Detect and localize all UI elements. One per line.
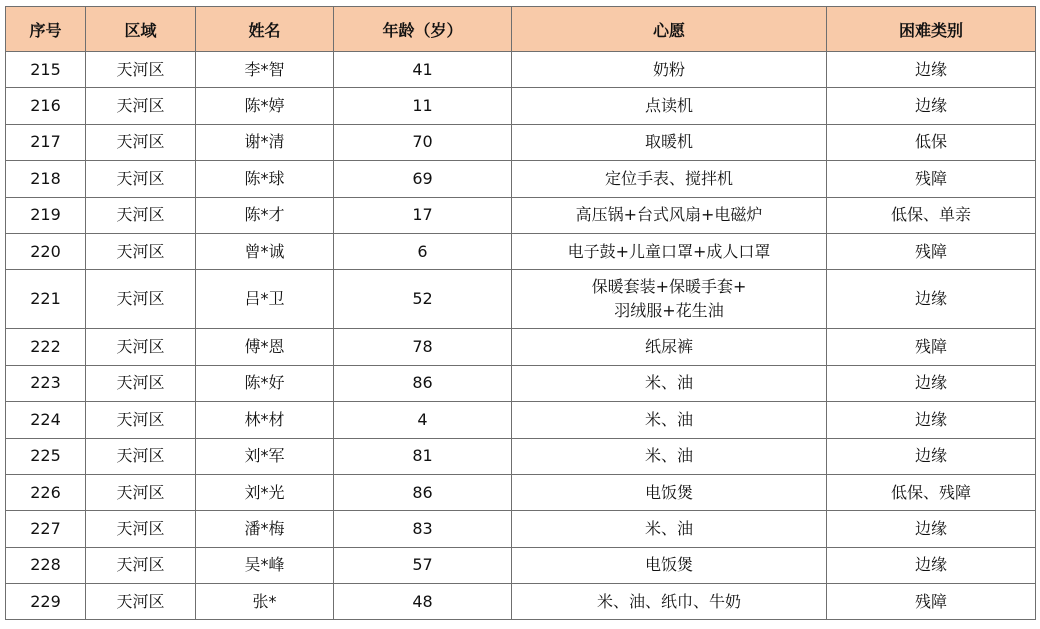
cell-category: 边缘	[827, 88, 1036, 124]
cell-name: 陈*球	[196, 161, 334, 197]
cell-age: 86	[334, 365, 512, 401]
cell-seq: 221	[6, 270, 86, 329]
cell-age: 69	[334, 161, 512, 197]
cell-age: 41	[334, 52, 512, 88]
wish-line: 米、油	[644, 446, 693, 466]
cell-region: 天河区	[86, 197, 196, 233]
table-row	[6, 511, 1036, 547]
table-row	[6, 233, 1036, 269]
cell-seq: 222	[6, 329, 86, 365]
cell-seq: 217	[6, 124, 86, 160]
header-wish: 心愿	[512, 7, 827, 52]
cell-seq: 225	[6, 438, 86, 474]
cell-category: 边缘	[827, 511, 1036, 547]
cell-wish	[512, 584, 827, 620]
cell-seq: 218	[6, 161, 86, 197]
cell-age: 70	[334, 124, 512, 160]
cell-region: 天河区	[86, 270, 196, 329]
wish-line: 米、油	[644, 518, 693, 538]
cell-region: 天河区	[86, 474, 196, 510]
cell-region: 天河区	[86, 402, 196, 438]
cell-name: 陈*才	[196, 197, 334, 233]
cell-wish	[512, 365, 827, 401]
cell-category: 边缘	[827, 365, 1036, 401]
cell-region: 天河区	[86, 329, 196, 365]
wish-line: 羽绒服+花生油	[614, 301, 724, 321]
cell-wish	[512, 161, 827, 197]
cell-name: 潘*梅	[196, 511, 334, 547]
wish-line: 高压锅+台式风扇+电磁炉	[575, 205, 763, 225]
cell-name: 李*智	[196, 52, 334, 88]
cell-wish	[512, 233, 827, 269]
cell-wish	[512, 474, 827, 510]
cell-name: 傅*恩	[196, 329, 334, 365]
cell-wish	[512, 124, 827, 160]
cell-name: 陈*好	[196, 365, 334, 401]
cell-region: 天河区	[86, 233, 196, 269]
wish-line: 定位手表、搅拌机	[604, 168, 733, 188]
cell-region: 天河区	[86, 438, 196, 474]
table-row	[6, 329, 1036, 365]
cell-category: 边缘	[827, 52, 1036, 88]
cell-age: 17	[334, 197, 512, 233]
wish-line: 电子鼓+儿童口罩+成人口罩	[567, 241, 771, 261]
cell-name: 张*	[196, 584, 334, 620]
cell-wish	[512, 511, 827, 547]
cell-category: 边缘	[827, 270, 1036, 329]
table-row	[6, 270, 1036, 329]
header-row	[6, 7, 1036, 52]
cell-category: 低保、残障	[827, 474, 1036, 510]
cell-region: 天河区	[86, 88, 196, 124]
wish-line: 点读机	[644, 96, 693, 116]
cell-age: 57	[334, 547, 512, 583]
wish-line: 奶粉	[652, 59, 685, 79]
cell-seq: 223	[6, 365, 86, 401]
cell-age: 81	[334, 438, 512, 474]
header-region: 区域	[86, 7, 196, 52]
table-row	[6, 547, 1036, 583]
wish-line: 保暖套装+保暖手套+	[591, 277, 747, 297]
cell-region: 天河区	[86, 52, 196, 88]
cell-wish	[512, 270, 827, 329]
header-category: 困难类别	[827, 7, 1036, 52]
table-row	[6, 474, 1036, 510]
cell-name: 曾*诚	[196, 233, 334, 269]
cell-wish	[512, 197, 827, 233]
cell-name: 吴*峰	[196, 547, 334, 583]
table-row	[6, 584, 1036, 620]
cell-wish	[512, 438, 827, 474]
cell-wish	[512, 88, 827, 124]
table-row	[6, 88, 1036, 124]
cell-age: 83	[334, 511, 512, 547]
cell-region: 天河区	[86, 584, 196, 620]
table-row	[6, 402, 1036, 438]
wish-line: 米、油	[644, 409, 693, 429]
cell-seq: 228	[6, 547, 86, 583]
cell-region: 天河区	[86, 365, 196, 401]
cell-age: 48	[334, 584, 512, 620]
cell-name: 刘*光	[196, 474, 334, 510]
wish-line: 米、油	[644, 373, 693, 393]
wish-list-table	[5, 6, 1036, 620]
table-row	[6, 197, 1036, 233]
table-body	[6, 52, 1036, 620]
cell-category: 低保、单亲	[827, 197, 1036, 233]
cell-region: 天河区	[86, 124, 196, 160]
cell-age: 11	[334, 88, 512, 124]
cell-category: 残障	[827, 161, 1036, 197]
cell-seq: 224	[6, 402, 86, 438]
table-row	[6, 124, 1036, 160]
cell-region: 天河区	[86, 161, 196, 197]
wish-line: 纸尿裤	[644, 337, 693, 357]
cell-wish	[512, 329, 827, 365]
cell-region: 天河区	[86, 511, 196, 547]
cell-name: 林*材	[196, 402, 334, 438]
cell-region: 天河区	[86, 547, 196, 583]
header-age: 年龄（岁）	[334, 7, 512, 52]
cell-seq: 226	[6, 474, 86, 510]
wish-line: 米、油、纸巾、牛奶	[596, 591, 741, 611]
wish-line: 电饭煲	[644, 555, 693, 575]
cell-category: 低保	[827, 124, 1036, 160]
cell-seq: 220	[6, 233, 86, 269]
cell-seq: 219	[6, 197, 86, 233]
cell-age: 86	[334, 474, 512, 510]
header-seq: 序号	[6, 7, 86, 52]
table-row	[6, 52, 1036, 88]
cell-category: 边缘	[827, 402, 1036, 438]
cell-name: 陈*婷	[196, 88, 334, 124]
cell-category: 残障	[827, 584, 1036, 620]
cell-age: 6	[334, 233, 512, 269]
cell-category: 边缘	[827, 547, 1036, 583]
header-name: 姓名	[196, 7, 334, 52]
table-row	[6, 438, 1036, 474]
table-row	[6, 161, 1036, 197]
cell-name: 吕*卫	[196, 270, 334, 329]
cell-category: 残障	[827, 233, 1036, 269]
cell-seq: 229	[6, 584, 86, 620]
cell-category: 残障	[827, 329, 1036, 365]
cell-name: 刘*军	[196, 438, 334, 474]
wish-line: 取暖机	[644, 132, 693, 152]
cell-age: 4	[334, 402, 512, 438]
wish-line: 电饭煲	[644, 482, 693, 502]
table-row	[6, 365, 1036, 401]
cell-age: 78	[334, 329, 512, 365]
cell-wish	[512, 547, 827, 583]
cell-wish	[512, 402, 827, 438]
cell-seq: 215	[6, 52, 86, 88]
cell-name: 谢*清	[196, 124, 334, 160]
cell-seq: 216	[6, 88, 86, 124]
cell-wish	[512, 52, 827, 88]
cell-category: 边缘	[827, 438, 1036, 474]
cell-seq: 227	[6, 511, 86, 547]
cell-age: 52	[334, 270, 512, 329]
